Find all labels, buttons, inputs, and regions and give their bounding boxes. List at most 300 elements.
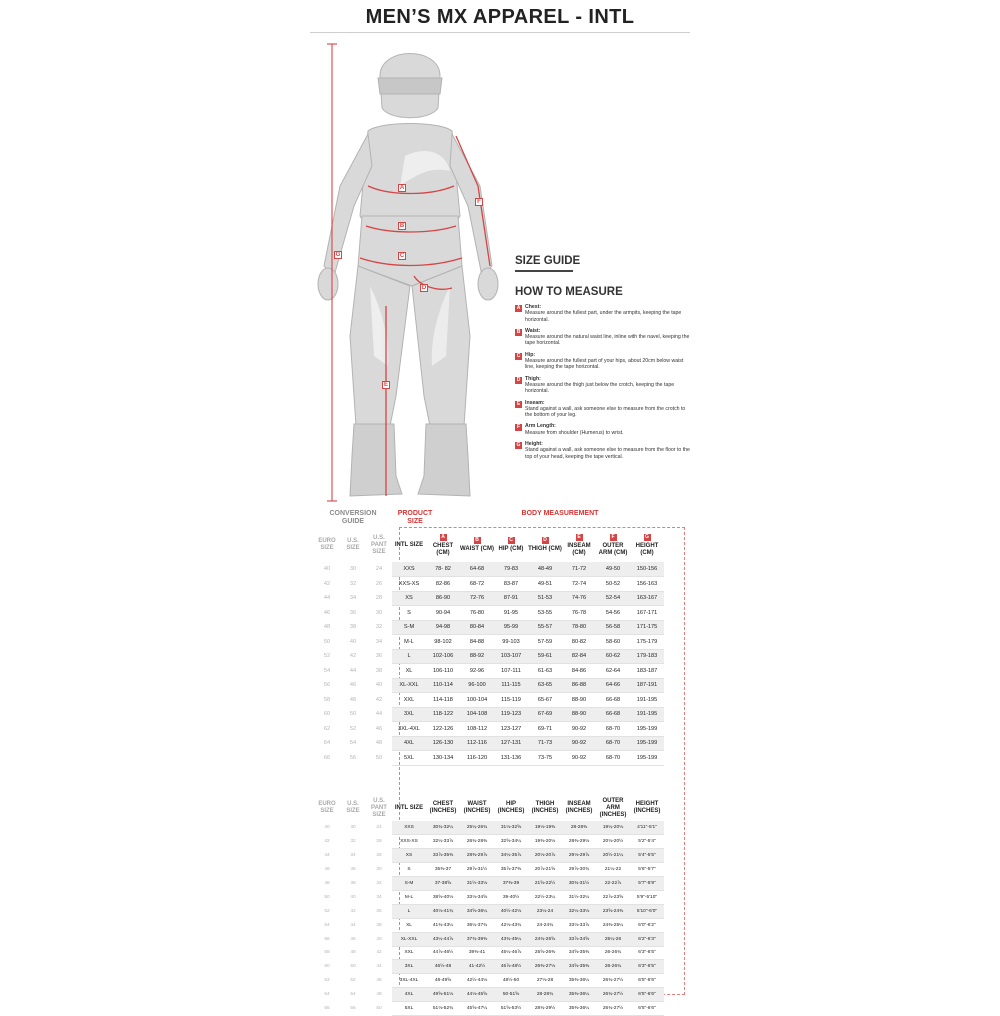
table-cell: 131-136 — [494, 751, 528, 766]
column-header-label: WAIST (CM) — [460, 546, 494, 552]
table-cell: 49-50 — [596, 562, 630, 577]
table-row — [314, 1002, 664, 1016]
marker-a: A — [399, 185, 405, 191]
measure-text: Measure around the natural waist line, inline with the navel, keeping the tape horizontal. — [525, 334, 690, 347]
table-cell: 107-111 — [494, 664, 528, 679]
marker-g: G — [335, 252, 341, 258]
measure-label: Arm Length: — [525, 423, 556, 430]
table-cell: XXS — [392, 562, 426, 577]
table-cell: 26 — [376, 839, 382, 845]
column-header — [494, 528, 528, 562]
table-cell: 29⅞-30¾ — [562, 863, 596, 877]
table-row — [314, 678, 664, 693]
column-header — [426, 795, 460, 821]
title-divider — [310, 32, 690, 33]
table-cell: 31⅛-32⅝ — [494, 821, 528, 835]
table-cell: 68-70 — [596, 751, 630, 766]
table-cell: XXS — [392, 821, 426, 835]
column-header-label: U.S. PANT SIZE — [371, 797, 387, 818]
table-row — [314, 835, 664, 849]
measure-label: Chest: — [525, 304, 542, 310]
table-cell: 36¼-37¾ — [460, 918, 494, 932]
measure-label: Thigh: — [525, 375, 541, 382]
table-cell: 60 — [314, 707, 340, 722]
column-header-label: HIP (CM) — [498, 546, 524, 552]
measure-badge: F — [516, 424, 521, 431]
table-cell: 30 — [340, 821, 366, 835]
table-cell: 88-92 — [460, 649, 494, 664]
measure-description — [525, 352, 690, 371]
table-cell: S — [392, 863, 426, 877]
table-cell: 175-179 — [630, 635, 664, 650]
marker-c: C — [399, 253, 405, 259]
table-cell: 56 — [349, 754, 357, 761]
column-header — [314, 795, 340, 821]
column-header — [340, 795, 366, 821]
column-header-label: HIP (INCHES) — [497, 801, 525, 814]
table-cell: 20⅛-20⅞ — [528, 849, 562, 863]
table-row — [314, 649, 664, 664]
column-header-label: CHEST (INCHES) — [429, 801, 457, 814]
table-cell: 42 — [323, 580, 331, 587]
table-cell: 28-28¾ — [528, 988, 562, 1002]
table-cell: 26-26¾ — [596, 946, 630, 960]
table-cell: 41-42½ — [460, 960, 494, 974]
column-header-label: HEIGHT (CM) — [635, 542, 659, 556]
measure-badge: D — [516, 376, 521, 383]
table-cell: 48 — [366, 988, 392, 1002]
table-cell: 5XL — [392, 1002, 426, 1016]
column-header — [392, 795, 426, 821]
table-cell: 42½-44⅛ — [460, 974, 494, 988]
table-cell: 66 — [323, 754, 331, 761]
table-cell: 25⅝-26⅜ — [528, 946, 562, 960]
table-header-row — [314, 528, 664, 562]
table-cell: 52 — [349, 725, 357, 732]
table-cell: 38 — [340, 877, 366, 891]
table-cell: 33⅞-34⅝ — [562, 932, 596, 946]
table-cell: 40½-42⅛ — [494, 904, 528, 918]
table-cell: 37¾-39⅜ — [460, 932, 494, 946]
table-cell: 195-199 — [630, 751, 664, 766]
table-cell: 28⅜-29⅛ — [562, 835, 596, 849]
table-cell: 90-92 — [562, 722, 596, 737]
table-cell: 49⅝-51⅛ — [426, 988, 460, 1002]
column-header — [340, 528, 366, 562]
column-header — [426, 528, 460, 562]
table-cell: 20⅞-21⅝ — [528, 863, 562, 877]
table-cell: L — [392, 649, 426, 664]
table-cell: 40 — [314, 562, 340, 577]
table-cell: 50 — [340, 707, 366, 722]
table-cell: 50 — [340, 960, 366, 974]
table-row — [314, 863, 664, 877]
table-cell: 66 — [324, 1006, 330, 1012]
table-cell: 50 — [323, 638, 331, 645]
table-cell: 21⅝-22½ — [528, 877, 562, 891]
table-cell: 40⅛-41¾ — [426, 904, 460, 918]
table-cell: 24 — [366, 821, 392, 835]
table-cell: 46⅞-48½ — [494, 960, 528, 974]
table-cell: 29⅛-29⅞ — [562, 849, 596, 863]
table-cell: 50-51⅝ — [494, 988, 528, 1002]
table-cell: 86-90 — [426, 591, 460, 606]
column-header — [460, 795, 494, 821]
table-cell: 56 — [350, 1006, 356, 1012]
measure-badge: F — [611, 533, 615, 540]
table-cell: 40 — [366, 678, 392, 693]
table-cell: 22-22⅞ — [596, 877, 630, 891]
measure-badge: B — [516, 328, 521, 335]
table-cell: 171-175 — [630, 620, 664, 635]
table-cell: 30 — [376, 867, 382, 873]
table-cell: 34⅝-35⅜ — [562, 960, 596, 974]
table-cell: 84-86 — [562, 664, 596, 679]
table-cell: 28-28⅜ — [562, 821, 596, 835]
measure-label: Height: — [525, 441, 543, 448]
table-cell: 66-68 — [596, 707, 630, 722]
table-cell: 5'10"-6'0" — [630, 904, 664, 918]
column-header-label: U.S. SIZE — [346, 801, 360, 814]
measure-badge: B — [475, 537, 479, 543]
size-table-inches — [314, 795, 664, 1016]
table-row — [314, 736, 664, 751]
table-cell: 21¼-22 — [596, 863, 630, 877]
table-cell: 94-98 — [426, 620, 460, 635]
table-cell: 51⅛-52¾ — [426, 1002, 460, 1016]
column-header-label: INTL SIZE — [394, 804, 424, 811]
table-cell: 48 — [314, 877, 340, 891]
measure-badge: G — [516, 442, 521, 449]
table-cell: 76-80 — [460, 606, 494, 621]
size-guide-panel — [515, 255, 690, 465]
table-cell: 187-191 — [630, 678, 664, 693]
table-cell: 90-94 — [426, 606, 460, 621]
table-cell: 26¾-28⅜ — [460, 835, 494, 849]
measure-text: Measure from shoulder (Humerus) to wrist. — [525, 429, 624, 436]
table-cell: 5'7"-5'9" — [630, 877, 664, 891]
table-cell: 88-90 — [562, 707, 596, 722]
column-header — [494, 795, 528, 821]
table-cell: 100-104 — [460, 693, 494, 708]
table-cell: 40 — [314, 821, 340, 835]
size-guide-heading: SIZE GUIDE — [515, 255, 581, 267]
table-cell: 32 — [366, 877, 392, 891]
table-cell: 35⅜-36¼ — [562, 974, 596, 988]
table-row — [314, 707, 664, 722]
rider-figure — [310, 36, 510, 506]
table-cell: 42 — [324, 839, 330, 845]
column-header — [366, 528, 392, 562]
table-cell: 4'11"-5'1" — [630, 821, 664, 835]
column-header — [562, 528, 596, 562]
table-cell: 25¼-26 — [596, 932, 630, 946]
measure-description — [525, 400, 690, 419]
measure-description — [525, 423, 624, 436]
table-cell: 34 — [376, 894, 382, 900]
table-cell: 52-54 — [596, 591, 630, 606]
table-row — [314, 918, 664, 932]
table-cell: 79-83 — [494, 562, 528, 577]
table-cell: 95-99 — [494, 620, 528, 635]
table-cell: 61-63 — [528, 664, 562, 679]
measure-description — [525, 441, 690, 460]
table-row — [314, 988, 664, 1002]
table-cell: 50 — [376, 1006, 382, 1012]
table-cell: 72-76 — [460, 591, 494, 606]
measure-badge: C — [516, 352, 521, 359]
table-cell: 54 — [340, 736, 366, 751]
measure-item — [515, 352, 690, 371]
table-cell: 6'0"-6'2" — [630, 918, 664, 932]
measure-text: Measure around the thigh just below the crotch, keeping the tape horizontal. — [525, 381, 675, 395]
table-cell: XL — [392, 664, 426, 679]
table-cell: 115-119 — [494, 693, 528, 708]
table-cell: 126-130 — [426, 736, 460, 751]
table-cell: 71-72 — [562, 562, 596, 577]
table-cell: 3XL-4XL — [392, 974, 426, 988]
table-cell: 3XL-4XL — [392, 722, 426, 737]
table-row — [314, 904, 664, 918]
column-header-label: EURO SIZE — [318, 538, 336, 551]
table-cell: 37⅜-39 — [494, 877, 528, 891]
column-header — [314, 528, 340, 562]
table-cell: 4XL — [392, 736, 426, 751]
table-cell: 44 — [314, 591, 340, 606]
table-cell: 69-71 — [528, 722, 562, 737]
table-cell: 80-82 — [562, 635, 596, 650]
column-header — [596, 795, 630, 821]
table-cell: 64-66 — [596, 678, 630, 693]
table-cell: 32 — [349, 580, 357, 587]
table-cell: 28 — [366, 849, 392, 863]
table-cell: XXS-XS — [392, 835, 426, 849]
table-cell: XS — [392, 591, 426, 606]
column-header — [562, 795, 596, 821]
table-cell: XXL — [392, 693, 426, 708]
column-header-label: U.S. PANT SIZE — [371, 534, 387, 555]
table-cell: 54 — [340, 988, 366, 1002]
table-cell: 150-156 — [630, 562, 664, 577]
table-cell: 102-106 — [426, 649, 460, 664]
table-cell: 48 — [366, 736, 392, 751]
table-cell: 74-76 — [562, 591, 596, 606]
table-cell: 92-96 — [460, 664, 494, 679]
measure-list — [515, 304, 690, 460]
table-cell: 90-92 — [562, 736, 596, 751]
table-cell: 104-108 — [460, 707, 494, 722]
table-cell: 32 — [366, 620, 392, 635]
table-cell: 19⅛-19⅜ — [528, 821, 562, 835]
table-cell: 56-58 — [596, 620, 630, 635]
table-cell: S — [392, 606, 426, 621]
table-cell: 46½-48 — [426, 960, 460, 974]
measure-text: Stand against a wall, ask someone else to measure from the crotch to the bottom of your leg. — [525, 405, 686, 419]
table-cell: 24 — [366, 562, 392, 577]
table-cell: 45¼-46⅞ — [494, 946, 528, 960]
table-cell: 64-68 — [460, 562, 494, 577]
table-cell: 4XL — [392, 988, 426, 1002]
table-row — [314, 562, 664, 577]
table-row — [314, 751, 664, 766]
table-cell: 114-118 — [426, 693, 460, 708]
column-header-label: INSEAM (INCHES) — [565, 801, 593, 814]
conversion-guide-label: CONVERSION GUIDE — [329, 510, 377, 525]
table-cell: 116-120 — [460, 751, 494, 766]
table-cell: 73-75 — [528, 751, 562, 766]
table-cell: 86-88 — [562, 678, 596, 693]
table-cell: 48½-50 — [494, 974, 528, 988]
table-cell: 84-88 — [460, 635, 494, 650]
table-cell: 46 — [375, 725, 383, 732]
table-cell: 78-80 — [562, 620, 596, 635]
measure-description — [525, 328, 690, 347]
table-cell: 38 — [375, 667, 383, 674]
table-cell: L — [392, 904, 426, 918]
table-cell: 71-73 — [528, 736, 562, 751]
rider-silhouette-icon — [310, 36, 510, 506]
table-cell: 46 — [323, 609, 331, 616]
table-cell: 3XL — [392, 707, 426, 722]
table-cell: 64 — [314, 736, 340, 751]
table-cell: 20½-21¼ — [596, 849, 630, 863]
table-cell: XXL — [392, 946, 426, 960]
table-cell: 5'2"-5'4" — [630, 835, 664, 849]
table-cell: 5XL — [392, 751, 426, 766]
table-cell: 78- 82 — [426, 562, 460, 577]
size-table-cm — [314, 528, 664, 766]
table-cell: 24¾-25⅝ — [528, 932, 562, 946]
table-cell: 52 — [350, 978, 356, 984]
table-cell: 50 — [375, 754, 383, 761]
measure-item — [515, 328, 690, 347]
table-cell: 56 — [314, 932, 340, 946]
table-cell: 40 — [349, 638, 357, 645]
table-cell: 23¼-24 — [528, 904, 562, 918]
table-cell: 42⅛-43¾ — [494, 918, 528, 932]
table-row — [314, 693, 664, 708]
table-cell: 44⅛-45⅝ — [460, 988, 494, 1002]
table-cell: 6'3"-6'5" — [630, 946, 664, 960]
table-cell: 130-134 — [426, 751, 460, 766]
table-cell: 44 — [366, 707, 392, 722]
column-header-label: THIGH (CM) — [528, 546, 562, 552]
table-cell: 38 — [340, 620, 366, 635]
table-cell: 24⅜-25¼ — [596, 918, 630, 932]
table-cell: 87-91 — [494, 591, 528, 606]
table-row — [314, 635, 664, 650]
table-row — [314, 577, 664, 592]
measure-badge: A — [441, 533, 445, 540]
column-header — [630, 528, 664, 562]
table-cell: 20⅛-20½ — [596, 835, 630, 849]
column-header-label: CHEST (CM) — [432, 542, 454, 556]
table-cell: 60-62 — [596, 649, 630, 664]
table-cell: 30 — [340, 562, 366, 577]
table-cell: 106-110 — [426, 664, 460, 679]
table-cell: M-L — [392, 635, 426, 650]
table-cell: 32 — [350, 839, 356, 845]
table-row — [314, 620, 664, 635]
table-cell: 191-195 — [630, 707, 664, 722]
column-header-label: THIGH (INCHES) — [531, 801, 559, 814]
table-cell: 163-167 — [630, 591, 664, 606]
table-cell: 26⅜-27⅛ — [528, 960, 562, 974]
column-header-label: OUTER ARM (CM) — [598, 542, 628, 556]
table-cell: 34 — [340, 849, 366, 863]
table-cell: 118-122 — [426, 707, 460, 722]
table-cell: 34¼-35⅞ — [494, 849, 528, 863]
how-to-measure-heading: HOW TO MEASURE — [515, 286, 623, 298]
table-cell: 42 — [376, 950, 382, 956]
column-header — [596, 528, 630, 562]
table-cell: 72-74 — [562, 577, 596, 592]
table-cell: 54 — [324, 922, 330, 928]
table-cell: 52 — [314, 904, 340, 918]
table-cell: XL — [392, 918, 426, 932]
table-cell: 30¾-31½ — [562, 877, 596, 891]
table-cell: 108-112 — [460, 722, 494, 737]
table-cell: 43¼-44⅞ — [426, 932, 460, 946]
table-cell: 48-49⅝ — [426, 974, 460, 988]
table-cell: 50-52 — [596, 577, 630, 592]
table-cell: 46 — [376, 978, 382, 984]
table-cell: 28¾-29½ — [528, 1002, 562, 1016]
table-cell: 36 — [350, 867, 356, 873]
table-cell: 38⅝-40⅛ — [426, 890, 460, 904]
table-cell: 88-90 — [562, 693, 596, 708]
table-row — [314, 974, 664, 988]
table-cell: 44 — [350, 922, 356, 928]
column-header-label: U.S. SIZE — [346, 538, 360, 551]
table-cell: 195-199 — [630, 736, 664, 751]
column-header-label: EURO SIZE — [318, 801, 336, 814]
table-cell: 98-102 — [426, 635, 460, 650]
table-cell: 49-51 — [528, 577, 562, 592]
table-cell: 22⅞-23⅝ — [596, 890, 630, 904]
column-header-label: INTL SIZE — [394, 541, 424, 548]
table-cell: 41¾-43¼ — [426, 918, 460, 932]
table-cell: 82-86 — [426, 577, 460, 592]
measure-badge: C — [509, 537, 513, 543]
table-cell: 112-116 — [460, 736, 494, 751]
table-cell: 34 — [375, 638, 383, 645]
measure-item — [515, 400, 690, 419]
body-measurement-label: BODY MEASUREMENT — [521, 510, 599, 517]
table-cell: XL-XXL — [392, 678, 426, 693]
table-row — [314, 849, 664, 863]
table-cell: 63-65 — [528, 678, 562, 693]
table-cell: 68-72 — [460, 577, 494, 592]
table-cell: S-M — [392, 877, 426, 891]
table-row — [314, 960, 664, 974]
column-header-label: HEIGHT (INCHES) — [633, 801, 661, 814]
table-cell: 44 — [366, 960, 392, 974]
column-header — [366, 795, 392, 821]
table-cell: 38 — [376, 922, 382, 928]
table-cell: 5'9"-5'10" — [630, 890, 664, 904]
table-cell: 76-78 — [562, 606, 596, 621]
table-cell: 55-57 — [528, 620, 562, 635]
table-cell: 26¾-27½ — [596, 1002, 630, 1016]
table-cell: 39-40½ — [494, 890, 528, 904]
table-cell: 167-171 — [630, 606, 664, 621]
table-cell: 99-103 — [494, 635, 528, 650]
table-cell: 6'2"-6'3" — [630, 932, 664, 946]
table-cell: 90-92 — [562, 751, 596, 766]
measure-text: Stand against a wall, ask someone else to measure from the floor to the top of your head, keeping the tape vertical. — [525, 447, 690, 460]
table-cell: 34 — [340, 591, 366, 606]
